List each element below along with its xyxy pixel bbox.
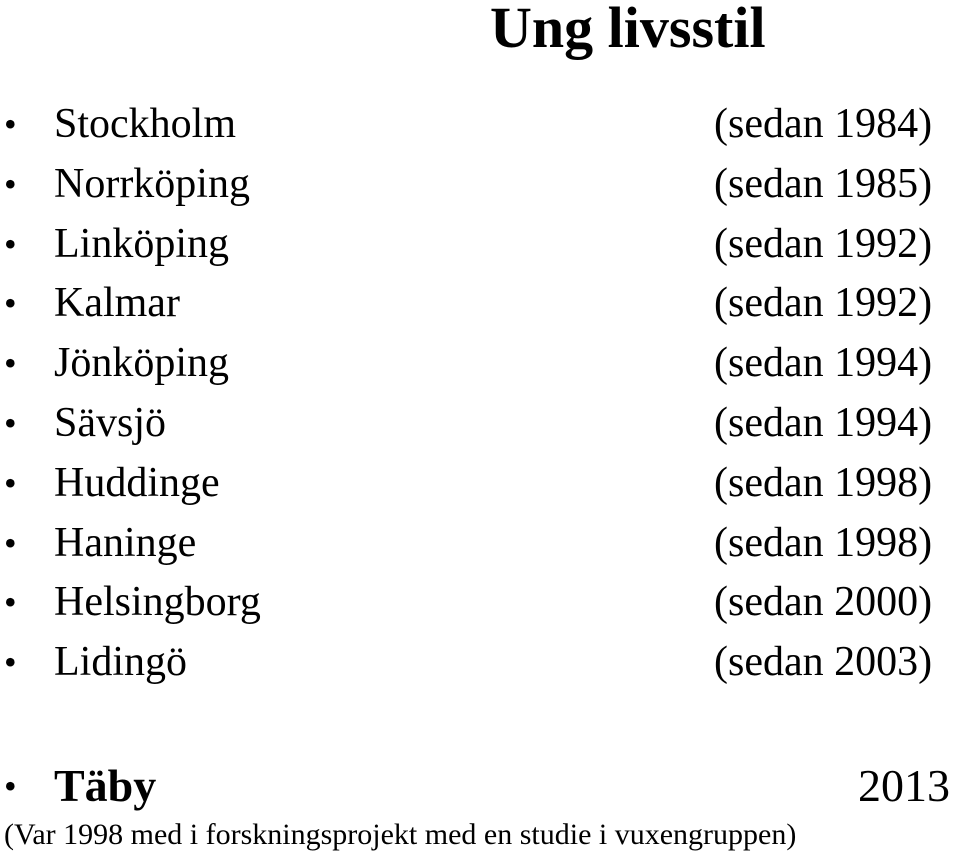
bullet-icon: • bbox=[4, 642, 17, 683]
city-since: (sedan 1985) bbox=[714, 160, 933, 207]
city-since: (sedan 1998) bbox=[714, 519, 933, 566]
list-item bbox=[0, 576, 960, 636]
city-since: (sedan 1992) bbox=[714, 220, 933, 267]
city-name: Huddinge bbox=[54, 459, 220, 506]
taby-note: (Var 1998 med i forskningsprojekt med en studie i vuxengruppen) bbox=[4, 818, 797, 851]
bullet-icon: • bbox=[4, 283, 17, 324]
bullet-icon: • bbox=[4, 104, 17, 144]
city-name: Sävsjö bbox=[54, 399, 167, 446]
bullet-icon: • bbox=[4, 582, 17, 623]
city-name: Jönköping bbox=[54, 340, 230, 387]
bullet-icon: • bbox=[4, 402, 17, 443]
city-name: Haninge bbox=[54, 519, 197, 566]
city-name: Lidingö bbox=[54, 639, 187, 686]
city-name: Linköping bbox=[54, 220, 229, 267]
list-item bbox=[0, 98, 960, 158]
city-since: (sedan 2000) bbox=[714, 579, 933, 626]
bullet-icon: • bbox=[4, 522, 17, 563]
city-since: (sedan 2003) bbox=[714, 639, 933, 686]
bullet-icon: • bbox=[4, 766, 17, 806]
city-since: (sedan 1984) bbox=[714, 101, 933, 147]
list-item bbox=[0, 636, 960, 696]
bullet-icon: • bbox=[4, 343, 17, 384]
page-title: Ung livsstil bbox=[490, 0, 766, 60]
city-name: Stockholm bbox=[54, 101, 237, 147]
taby-year: 2013 bbox=[858, 760, 950, 811]
bullet-icon: • bbox=[4, 462, 17, 503]
city-list bbox=[0, 98, 960, 696]
list-item bbox=[0, 397, 960, 457]
list-item bbox=[0, 158, 960, 218]
city-since: (sedan 1994) bbox=[714, 399, 933, 446]
taby-name: Täby bbox=[54, 760, 157, 811]
list-item bbox=[0, 337, 960, 397]
city-since: (sedan 1994) bbox=[714, 340, 933, 387]
city-name: Norrköping bbox=[54, 160, 250, 207]
list-item bbox=[0, 517, 960, 577]
list-item bbox=[0, 277, 960, 337]
city-since: (sedan 1992) bbox=[714, 280, 933, 327]
taby-item bbox=[0, 758, 960, 814]
bullet-icon: • bbox=[4, 223, 17, 264]
list-item bbox=[0, 218, 960, 278]
city-name: Kalmar bbox=[54, 280, 180, 327]
city-name: Helsingborg bbox=[54, 579, 261, 626]
city-since: (sedan 1998) bbox=[714, 459, 933, 506]
list-item bbox=[0, 457, 960, 517]
bullet-icon: • bbox=[4, 163, 17, 204]
